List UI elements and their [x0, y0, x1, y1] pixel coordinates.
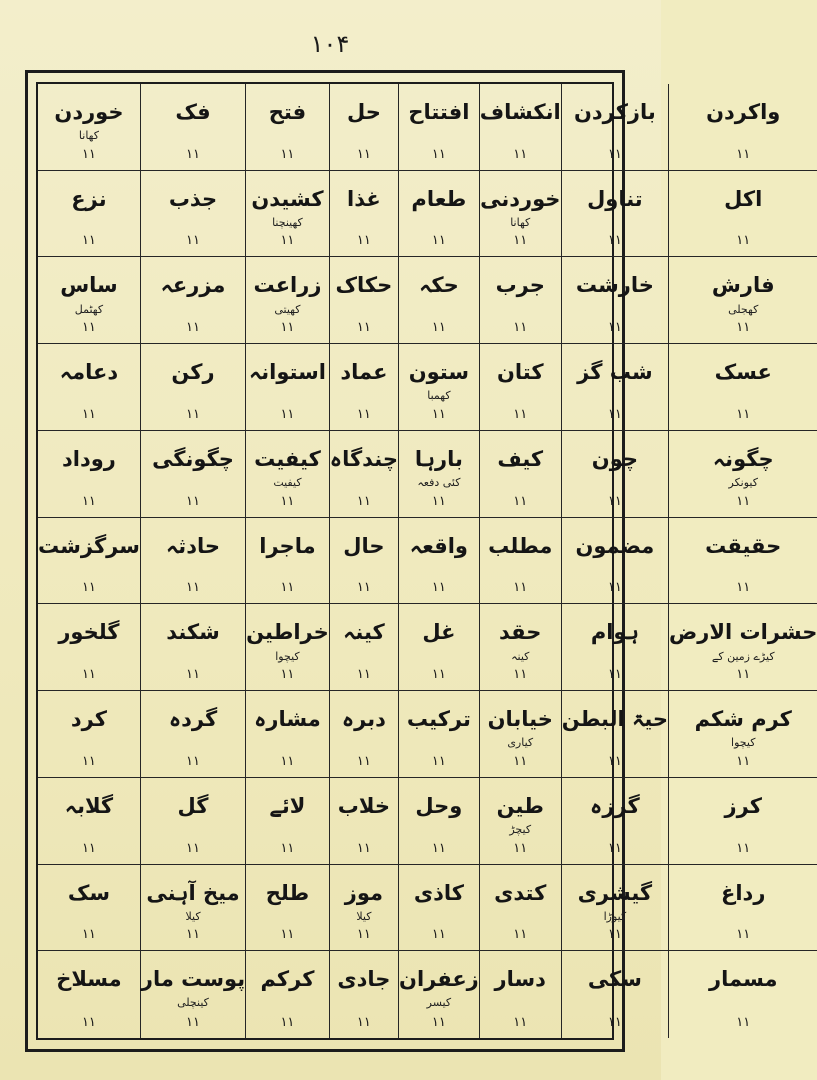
persian-word: پوست مار [140, 967, 246, 992]
persian-word: گردہ [168, 707, 218, 732]
persian-word: بارہا [414, 446, 463, 471]
vocabulary-table [36, 82, 817, 1040]
table-cell [246, 431, 330, 518]
ditto-mark: ۱۱ [356, 753, 371, 769]
persian-word: وحل [415, 793, 463, 818]
persian-word: عسک [714, 360, 772, 385]
ditto-mark: ۱۱ [607, 320, 622, 336]
table-cell [38, 257, 141, 344]
ditto-mark: ۱۱ [513, 146, 528, 162]
table-cell [141, 431, 246, 518]
table-cell [669, 171, 817, 258]
persian-word: مطلب [488, 533, 553, 558]
persian-word: دعامہ [59, 360, 119, 385]
ditto-mark: ۱۱ [356, 1014, 371, 1030]
ditto-mark: ۱۱ [607, 927, 622, 943]
table-cell [246, 604, 330, 691]
table-cell [669, 431, 817, 518]
ditto-mark: ۱۱ [81, 580, 96, 596]
ditto-mark: ۱۱ [186, 320, 200, 336]
persian-word: چگونگی [152, 446, 234, 471]
table-cell [669, 778, 817, 865]
ditto-mark: ۱۱ [607, 667, 622, 683]
table-cell [480, 778, 562, 865]
table-cell [480, 865, 562, 952]
persian-word: شب گز [577, 360, 653, 385]
urdu-gloss: کیفیت [273, 476, 302, 490]
ditto-mark: ۱۱ [186, 840, 200, 856]
persian-word: گلابہ [64, 793, 114, 818]
persian-word: اکل [724, 186, 763, 211]
ditto-mark: ۱۱ [356, 406, 371, 422]
persian-word: کرکم [260, 967, 315, 992]
table-cell [399, 84, 480, 171]
table-cell [399, 604, 480, 691]
persian-word: سرگزشت [38, 533, 140, 558]
ditto-mark: ۱۱ [280, 146, 295, 162]
ditto-mark: ۱۱ [356, 320, 371, 336]
ditto-mark: ۱۱ [736, 667, 751, 683]
ditto-mark: ۱۱ [280, 580, 295, 596]
persian-word: زراعت [253, 273, 322, 298]
ditto-mark: ۱۱ [431, 753, 446, 769]
ditto-mark: ۱۱ [513, 580, 528, 596]
urdu-gloss: کیوڑا [603, 909, 627, 923]
table-cell [562, 778, 669, 865]
ditto-mark: ۱۱ [607, 840, 622, 856]
urdu-gloss: کھینچنا [272, 215, 303, 229]
table-cell [330, 865, 399, 952]
ditto-mark: ۱۱ [280, 1014, 295, 1030]
ditto-mark: ۱۱ [736, 320, 751, 336]
persian-word: زعفران [399, 967, 479, 992]
ditto-mark: ۱۱ [81, 840, 96, 856]
persian-word: مسلاخ [56, 967, 122, 992]
persian-word: حادثہ [166, 533, 220, 558]
table-cell [38, 778, 141, 865]
table-cell [38, 691, 141, 778]
persian-word: رکن [171, 360, 215, 385]
ditto-mark: ۱۱ [736, 233, 751, 249]
ditto-mark: ۱۱ [186, 580, 200, 596]
persian-word: شکند [166, 620, 220, 645]
persian-word: طین [496, 793, 544, 818]
table-cell [141, 344, 246, 431]
persian-word: نزع [71, 186, 107, 211]
table-cell [480, 691, 562, 778]
persian-word: افتتاح [408, 100, 470, 124]
table-cell [399, 691, 480, 778]
table-cell [399, 951, 480, 1038]
ditto-mark: ۱۱ [280, 667, 295, 683]
persian-word: کتدی [494, 880, 547, 905]
table-cell [246, 691, 330, 778]
table-cell [330, 257, 399, 344]
table-cell [246, 951, 330, 1038]
table-cell [480, 84, 562, 171]
persian-word: مزرعہ [160, 273, 226, 298]
urdu-gloss: کینچلی [177, 996, 209, 1010]
persian-word: ہوام [590, 620, 639, 645]
table-cell [38, 84, 141, 171]
persian-word: ساس [60, 273, 118, 298]
table-cell [562, 691, 669, 778]
urdu-gloss: کیونکر [728, 476, 758, 490]
persian-word: حقد [499, 620, 542, 645]
persian-word: بازکردن [573, 100, 656, 124]
persian-word: خوردنی [480, 186, 561, 211]
ditto-mark: ۱۱ [186, 667, 200, 683]
persian-word: جادی [337, 967, 391, 992]
persian-word: میخ آہنی [146, 880, 240, 905]
ditto-mark: ۱۱ [607, 233, 622, 249]
persian-word: حل [346, 100, 381, 124]
ditto-mark: ۱۱ [186, 146, 200, 162]
persian-word: طعام [411, 186, 467, 211]
persian-word: گرزہ [590, 793, 640, 818]
table-cell [330, 518, 399, 605]
ditto-mark: ۱۱ [431, 580, 446, 596]
persian-word: کینہ [343, 620, 385, 645]
persian-word: کیف [497, 446, 544, 471]
ditto-mark: ۱۱ [607, 406, 622, 422]
persian-word: جرب [495, 273, 545, 298]
persian-word: حقیقت [705, 533, 782, 558]
persian-word: ترکیب [406, 707, 471, 732]
table-cell [562, 257, 669, 344]
urdu-gloss: کھمبا [427, 389, 451, 403]
table-cell [330, 604, 399, 691]
persian-word: کشیدن [251, 186, 324, 211]
ditto-mark: ۱۱ [280, 840, 295, 856]
persian-word: سک [67, 880, 111, 905]
table-cell [38, 604, 141, 691]
table-cell [141, 691, 246, 778]
persian-word: واقعہ [409, 533, 468, 558]
table-cell [38, 518, 141, 605]
ditto-mark: ۱۱ [431, 927, 446, 943]
ditto-mark: ۱۱ [280, 753, 295, 769]
ditto-mark: ۱۱ [280, 493, 295, 509]
table-cell [38, 344, 141, 431]
page-number: ۱۰۴ [310, 30, 350, 58]
urdu-gloss: کیچوا [731, 736, 756, 750]
ditto-mark: ۱۱ [356, 580, 371, 596]
ditto-mark: ۱۱ [431, 493, 446, 509]
persian-word: ستون [408, 360, 470, 385]
table-cell [480, 518, 562, 605]
persian-word: استوانہ [248, 360, 326, 385]
table-cell [141, 951, 246, 1038]
table-cell [246, 257, 330, 344]
persian-word: واکردن [706, 100, 781, 124]
ditto-mark: ۱۱ [186, 493, 200, 509]
table-cell [669, 604, 817, 691]
table-cell [669, 518, 817, 605]
table-cell [399, 171, 480, 258]
ditto-mark: ۱۱ [736, 840, 751, 856]
table-cell [669, 257, 817, 344]
table-cell [38, 951, 141, 1038]
table-cell [38, 171, 141, 258]
ditto-mark: ۱۱ [607, 580, 622, 596]
ditto-mark: ۱۱ [280, 406, 295, 422]
table-cell [330, 431, 399, 518]
table-cell [480, 344, 562, 431]
table-cell [141, 518, 246, 605]
ditto-mark: ۱۱ [736, 753, 751, 769]
table-cell [330, 951, 399, 1038]
ditto-mark: ۱۱ [431, 320, 446, 336]
persian-word: چون [591, 446, 638, 471]
persian-word: کتان [496, 360, 544, 385]
table-cell [246, 171, 330, 258]
ditto-mark: ۱۱ [186, 233, 200, 249]
table-cell [562, 865, 669, 952]
table-cell [669, 691, 817, 778]
persian-word: حکہ [419, 273, 459, 298]
table-cell [480, 257, 562, 344]
persian-word: سکی [587, 967, 642, 992]
ditto-mark: ۱۱ [280, 320, 295, 336]
persian-word: دبرہ [341, 707, 386, 732]
ditto-mark: ۱۱ [81, 753, 96, 769]
urdu-gloss: کیڑے زمین کے [711, 649, 775, 663]
persian-word: طلح [265, 880, 310, 905]
persian-word: خراطین [246, 620, 329, 645]
ditto-mark: ۱۱ [81, 146, 96, 162]
ditto-mark: ۱۱ [81, 233, 96, 249]
ditto-mark: ۱۱ [431, 667, 446, 683]
ditto-mark: ۱۱ [356, 493, 371, 509]
ditto-mark: ۱۱ [81, 667, 96, 683]
table-cell [330, 344, 399, 431]
table-cell [399, 778, 480, 865]
ditto-mark: ۱۱ [513, 233, 528, 249]
persian-word: لائے [269, 793, 306, 818]
ditto-mark: ۱۱ [607, 1014, 622, 1030]
persian-word: انکشاف [479, 100, 561, 124]
ditto-mark: ۱۱ [513, 493, 528, 509]
persian-word: مشارہ [254, 707, 321, 732]
urdu-gloss: کیلا [185, 909, 201, 923]
table-cell [246, 84, 330, 171]
ditto-mark: ۱۱ [431, 146, 446, 162]
ditto-mark: ۱۱ [736, 146, 751, 162]
persian-word: ماجرا [259, 533, 316, 558]
ditto-mark: ۱۱ [81, 406, 96, 422]
persian-word: خیابان [487, 707, 553, 732]
ditto-mark: ۱۱ [736, 493, 751, 509]
table-cell [562, 344, 669, 431]
ditto-mark: ۱۱ [513, 840, 528, 856]
persian-word: موز [344, 880, 384, 905]
table-cell [246, 518, 330, 605]
persian-word: خوردن [54, 100, 124, 124]
persian-word: حشرات الارض [669, 620, 817, 645]
table-cell [562, 518, 669, 605]
persian-word: گل [177, 793, 209, 818]
table-cell [669, 865, 817, 952]
table-cell [562, 431, 669, 518]
urdu-gloss: کھجلی [728, 302, 759, 316]
persian-word: تناول [587, 186, 643, 211]
persian-word: خارشت [575, 273, 654, 298]
urdu-gloss: کینہ [511, 649, 530, 663]
ditto-mark: ۱۱ [356, 146, 371, 162]
table-cell [399, 431, 480, 518]
table-cell [38, 431, 141, 518]
ditto-mark: ۱۱ [356, 233, 371, 249]
ditto-mark: ۱۱ [431, 1014, 446, 1030]
table-cell [141, 778, 246, 865]
ditto-mark: ۱۱ [513, 667, 528, 683]
persian-word: غل [422, 620, 456, 645]
ditto-mark: ۱۱ [736, 406, 751, 422]
persian-word: فک [175, 100, 211, 124]
table-cell [141, 171, 246, 258]
persian-word: کرز [724, 793, 762, 818]
persian-word: رداغ [721, 880, 766, 905]
table-cell [562, 604, 669, 691]
urdu-gloss: کھانا [78, 129, 99, 143]
ditto-mark: ۱۱ [186, 753, 200, 769]
table-cell [399, 257, 480, 344]
table-cell [669, 84, 817, 171]
ditto-mark: ۱۱ [356, 927, 371, 943]
ditto-mark: ۱۱ [81, 927, 96, 943]
table-cell [246, 865, 330, 952]
urdu-gloss: کھٹمل [74, 302, 104, 316]
table-cell [562, 84, 669, 171]
persian-word: چگونہ [712, 446, 774, 471]
ditto-mark: ۱۱ [186, 1014, 200, 1030]
table-cell [330, 778, 399, 865]
table-cell [399, 865, 480, 952]
ditto-mark: ۱۱ [356, 840, 371, 856]
persian-word: خلاب [337, 793, 390, 818]
ditto-mark: ۱۱ [81, 1014, 96, 1030]
urdu-gloss: کیچوا [275, 649, 300, 663]
ditto-mark: ۱۱ [356, 667, 371, 683]
persian-word: مسمار [709, 967, 778, 992]
table-cell [480, 604, 562, 691]
table-cell [141, 257, 246, 344]
persian-word: کیفیت [254, 446, 321, 471]
table-cell [330, 84, 399, 171]
ditto-mark: ۱۱ [81, 320, 96, 336]
ditto-mark: ۱۱ [186, 406, 200, 422]
ditto-mark: ۱۱ [513, 320, 528, 336]
ditto-mark: ۱۱ [431, 840, 446, 856]
persian-word: کاذی [413, 880, 464, 905]
table-cell [562, 951, 669, 1038]
table-cell [480, 431, 562, 518]
persian-word: کرم شکم [694, 707, 792, 732]
ditto-mark: ۱۱ [513, 927, 528, 943]
persian-word: جذب [168, 186, 218, 211]
ditto-mark: ۱۱ [431, 233, 446, 249]
persian-word: حکاک [335, 273, 393, 298]
ditto-mark: ۱۱ [81, 493, 96, 509]
urdu-gloss: کیچڑ [509, 823, 532, 836]
ditto-mark: ۱۱ [607, 146, 622, 162]
table-cell [480, 171, 562, 258]
ditto-mark: ۱۱ [513, 753, 528, 769]
ditto-mark: ۱۱ [280, 927, 295, 943]
table-cell [330, 171, 399, 258]
persian-word: روداد [61, 446, 116, 471]
table-cell [38, 865, 141, 952]
table-cell [141, 84, 246, 171]
table-cell [246, 344, 330, 431]
persian-word: گیشری [577, 880, 653, 905]
ditto-mark: ۱۱ [607, 753, 622, 769]
ditto-mark: ۱۱ [736, 580, 751, 596]
ditto-mark: ۱۱ [186, 927, 200, 943]
persian-word: فتح [268, 100, 307, 124]
ditto-mark: ۱۱ [607, 493, 622, 509]
urdu-gloss: کھانا [510, 215, 531, 229]
urdu-gloss: کھیتی [274, 302, 301, 316]
table-cell [141, 604, 246, 691]
table-cell [669, 344, 817, 431]
persian-word: غذا [347, 186, 381, 211]
table-cell [480, 951, 562, 1038]
persian-word: حیۃ البطن [561, 707, 669, 732]
urdu-gloss: کیسر [426, 996, 452, 1010]
table-cell [562, 171, 669, 258]
persian-word: فارش [711, 273, 775, 298]
ditto-mark: ۱۱ [431, 406, 446, 422]
urdu-gloss: کیلا [356, 909, 372, 923]
ditto-mark: ۱۱ [513, 1014, 528, 1030]
persian-word: کرد [70, 707, 107, 732]
urdu-gloss: کیاری [507, 736, 534, 750]
ditto-mark: ۱۱ [736, 927, 751, 943]
ditto-mark: ۱۱ [513, 406, 528, 422]
urdu-gloss: کئی دفعہ [417, 476, 461, 490]
ditto-mark: ۱۱ [736, 1014, 751, 1030]
table-cell [399, 518, 480, 605]
persian-word: گلخور [58, 620, 120, 645]
persian-word: چندگاہ [329, 446, 399, 471]
ditto-mark: ۱۱ [280, 233, 295, 249]
table-cell [141, 865, 246, 952]
table-cell [669, 951, 817, 1038]
persian-word: مضمون [575, 533, 655, 558]
persian-word: عماد [340, 360, 388, 385]
persian-word: دسار [494, 967, 546, 992]
table-cell [246, 778, 330, 865]
persian-word: حال [343, 533, 385, 558]
table-cell [330, 691, 399, 778]
table-cell [399, 344, 480, 431]
